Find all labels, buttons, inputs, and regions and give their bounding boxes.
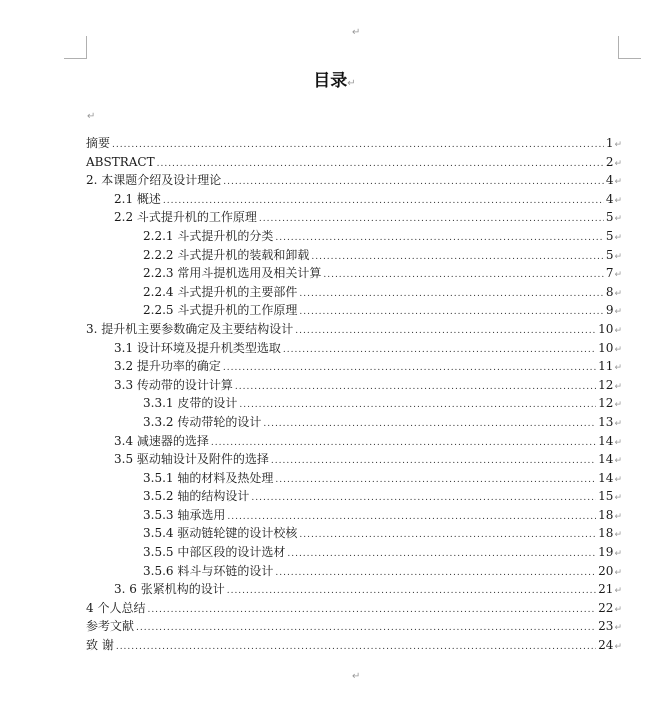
toc-page-number: 13 xyxy=(598,414,614,429)
paragraph-mark-icon: ↵ xyxy=(614,456,622,467)
toc-entry-text: 2.2.2 斗式提升机的装载和卸载 xyxy=(143,247,310,262)
crop-mark-top-left xyxy=(64,36,87,59)
paragraph-mark-icon: ↵ xyxy=(614,381,622,392)
toc-entry[interactable] xyxy=(86,357,622,376)
paragraph-mark-icon: ↵ xyxy=(614,400,622,411)
paragraph-mark-icon: ↵ xyxy=(614,270,622,281)
toc-page-number: 11 xyxy=(598,359,614,374)
toc-entry-text: 4 个人总结 xyxy=(86,600,146,615)
toc-entry-text: 3.5.2 轴的结构设计 xyxy=(143,489,250,504)
toc-entry-text: 3.5 驱动轴设计及附件的选择 xyxy=(114,452,269,467)
toc-leader-dots xyxy=(223,173,604,192)
toc-leader-dots xyxy=(147,601,596,620)
toc-entry-text: 3.5.6 料斗与环链的设计 xyxy=(143,563,274,578)
toc-leader-dots xyxy=(116,638,596,657)
toc-page-number: 14 xyxy=(598,470,614,485)
toc-leader-dots xyxy=(287,545,596,564)
paragraph-mark-icon: ↵ xyxy=(614,567,622,578)
toc-entry-text: 3.1 设计环境及提升机类型选取 xyxy=(114,340,281,355)
toc-entry-text: 3. 6 张紧机构的设计 xyxy=(114,582,225,597)
toc-leader-dots xyxy=(136,619,596,638)
paragraph-mark-icon: ↵ xyxy=(614,363,622,374)
toc-entry-text: 3.5.1 轴的材料及热处理 xyxy=(143,470,274,485)
toc-entry[interactable] xyxy=(86,599,622,618)
toc-entry[interactable] xyxy=(86,580,622,599)
toc-leader-dots xyxy=(271,452,596,471)
toc-entry-text: 3.5.5 中部区段的设计选材 xyxy=(143,545,286,560)
toc-page-number: 14 xyxy=(598,433,614,448)
toc-entry-text: 3.5.4 驱动链轮键的设计校核 xyxy=(143,526,298,541)
paragraph-mark-icon: ↵ xyxy=(614,586,622,597)
toc-entry[interactable] xyxy=(86,339,622,358)
toc-entry-text: 致 谢 xyxy=(86,638,114,653)
table-of-contents xyxy=(86,134,622,655)
paragraph-mark-icon: ↵ xyxy=(614,288,622,299)
toc-leader-dots xyxy=(112,136,604,155)
toc-page-number: 4 xyxy=(605,191,614,206)
toc-page-number: 10 xyxy=(598,340,614,355)
toc-leader-dots xyxy=(283,341,596,360)
paragraph-mark-icon: ↵ xyxy=(614,493,622,504)
paragraph-mark-icon: ↵ xyxy=(614,140,622,150)
paragraph-mark-icon: ↵ xyxy=(614,195,622,206)
toc-page-number: 5 xyxy=(605,228,614,243)
toc-leader-dots xyxy=(299,526,596,545)
toc-entry[interactable] xyxy=(86,636,622,655)
paragraph-mark-icon: ↵ xyxy=(614,530,622,541)
toc-entry-text: 3. 提升机主要参数确定及主要结构设计 xyxy=(86,321,294,336)
toc-entry-text: 3.4 减速器的选择 xyxy=(114,433,209,448)
crop-mark-top-right xyxy=(618,36,641,59)
toc-entry[interactable] xyxy=(86,190,622,209)
paragraph-mark-icon: ↵ xyxy=(614,214,622,225)
paragraph-mark-icon: ↵ xyxy=(614,251,622,262)
toc-entry[interactable] xyxy=(86,524,622,543)
toc-title xyxy=(0,66,669,91)
toc-entry-text: 3.3.2 传动带轮的设计 xyxy=(143,414,262,429)
toc-entry-text: 2.2 斗式提升机的工作原理 xyxy=(114,210,257,225)
toc-leader-dots xyxy=(251,489,596,508)
toc-page-number: 8 xyxy=(605,284,614,299)
toc-leader-dots xyxy=(259,210,604,229)
toc-leader-dots xyxy=(227,582,596,601)
toc-page-number: 12 xyxy=(598,396,614,411)
toc-title-text: 目录 xyxy=(313,71,348,91)
toc-entry-text: 2.2.5 斗式提升机的工作原理 xyxy=(143,303,298,318)
toc-entry-text: 2.2.4 斗式提升机的主要部件 xyxy=(143,284,298,299)
paragraph-mark-icon: ↵ xyxy=(614,158,622,169)
toc-entry[interactable] xyxy=(86,134,622,153)
footer-paragraph-mark: ↵ xyxy=(352,671,361,682)
toc-leader-dots xyxy=(323,266,603,285)
toc-entry[interactable] xyxy=(86,227,622,246)
blank-line-paragraph-mark: ↵ xyxy=(87,111,96,122)
toc-leader-dots xyxy=(239,396,596,415)
toc-entry[interactable] xyxy=(86,320,622,339)
toc-entry-text: 3.2 提升功率的确定 xyxy=(114,359,221,374)
paragraph-mark-icon: ↵ xyxy=(614,344,622,355)
toc-leader-dots xyxy=(157,155,604,174)
toc-entry-text: 3.3 传动带的设计计算 xyxy=(114,377,233,392)
toc-page-number: 14 xyxy=(598,452,614,467)
toc-entry[interactable] xyxy=(86,171,622,190)
paragraph-mark-icon: ↵ xyxy=(614,418,622,429)
toc-page-number: 5 xyxy=(605,247,614,262)
paragraph-mark-icon: ↵ xyxy=(614,642,622,653)
toc-leader-dots xyxy=(275,471,596,490)
toc-page-number: 15 xyxy=(598,489,614,504)
toc-entry[interactable] xyxy=(86,562,622,581)
toc-entry-text: 3.5.3 轴承选用 xyxy=(143,507,226,522)
toc-page-number: 23 xyxy=(598,619,614,634)
toc-entry[interactable] xyxy=(86,617,622,636)
toc-entry[interactable] xyxy=(86,153,622,172)
toc-page-number: 20 xyxy=(598,563,614,578)
toc-page-number: 18 xyxy=(598,526,614,541)
toc-entry[interactable] xyxy=(86,283,622,302)
toc-entry[interactable] xyxy=(86,264,622,283)
toc-leader-dots xyxy=(263,415,596,434)
toc-entry[interactable] xyxy=(86,487,622,506)
toc-page-number: 12 xyxy=(598,377,614,392)
toc-leader-dots xyxy=(299,285,603,304)
toc-page-number: 19 xyxy=(598,545,614,560)
toc-entry-text: 2.1 概述 xyxy=(114,191,161,206)
toc-entry[interactable] xyxy=(86,450,622,469)
toc-page-number: 9 xyxy=(605,303,614,318)
paragraph-mark-icon: ↵ xyxy=(614,623,622,634)
header-paragraph-mark: ↵ xyxy=(352,27,361,38)
toc-leader-dots xyxy=(275,564,596,583)
paragraph-mark-icon: ↵ xyxy=(614,307,622,318)
toc-page-number: 21 xyxy=(598,582,614,597)
toc-entry-text: 2.2.1 斗式提升机的分类 xyxy=(143,228,274,243)
paragraph-mark-icon: ↵ xyxy=(614,474,622,485)
toc-leader-dots xyxy=(235,378,596,397)
toc-entry[interactable] xyxy=(86,208,622,227)
toc-entry[interactable] xyxy=(86,413,622,432)
toc-page-number: 1 xyxy=(605,136,614,150)
toc-entry[interactable] xyxy=(86,394,622,413)
paragraph-mark-icon: ↵ xyxy=(614,549,622,560)
toc-entry[interactable] xyxy=(86,376,622,395)
toc-page-number: 5 xyxy=(605,210,614,225)
paragraph-mark-icon: ↵ xyxy=(614,604,622,615)
toc-leader-dots xyxy=(311,248,603,267)
paragraph-mark-icon: ↵ xyxy=(614,232,622,243)
toc-entry-text: ABSTRACT xyxy=(86,154,155,169)
paragraph-mark-icon: ↵ xyxy=(614,325,622,336)
toc-page-number: 18 xyxy=(598,507,614,522)
toc-entry[interactable] xyxy=(86,432,622,451)
toc-leader-dots xyxy=(295,322,596,341)
toc-leader-dots xyxy=(223,359,596,378)
toc-entry-text: 3.3.1 皮带的设计 xyxy=(143,396,238,411)
toc-page-number: 10 xyxy=(598,321,614,336)
paragraph-mark-icon: ↵ xyxy=(614,511,622,522)
toc-entry[interactable] xyxy=(86,543,622,562)
toc-page-number: 2 xyxy=(605,154,614,169)
toc-entry[interactable] xyxy=(86,301,622,320)
toc-entry-text: 2. 本课题介绍及设计理论 xyxy=(86,173,222,188)
paragraph-mark-icon: ↵ xyxy=(614,437,622,448)
toc-page-number: 7 xyxy=(605,266,614,281)
toc-entry[interactable] xyxy=(86,506,622,525)
toc-page-number: 24 xyxy=(598,638,614,653)
toc-entry[interactable] xyxy=(86,469,622,488)
toc-page-number: 4 xyxy=(605,173,614,188)
toc-leader-dots xyxy=(275,229,603,248)
toc-leader-dots xyxy=(299,303,603,322)
paragraph-mark-icon: ↵ xyxy=(347,78,356,89)
toc-page-number: 22 xyxy=(598,600,614,615)
toc-entry-text: 摘要 xyxy=(86,136,111,150)
toc-entry[interactable] xyxy=(86,246,622,265)
toc-entry-text: 参考文献 xyxy=(86,619,135,634)
toc-entry-text: 2.2.3 常用斗提机选用及相关计算 xyxy=(143,266,322,281)
paragraph-mark-icon: ↵ xyxy=(614,177,622,188)
